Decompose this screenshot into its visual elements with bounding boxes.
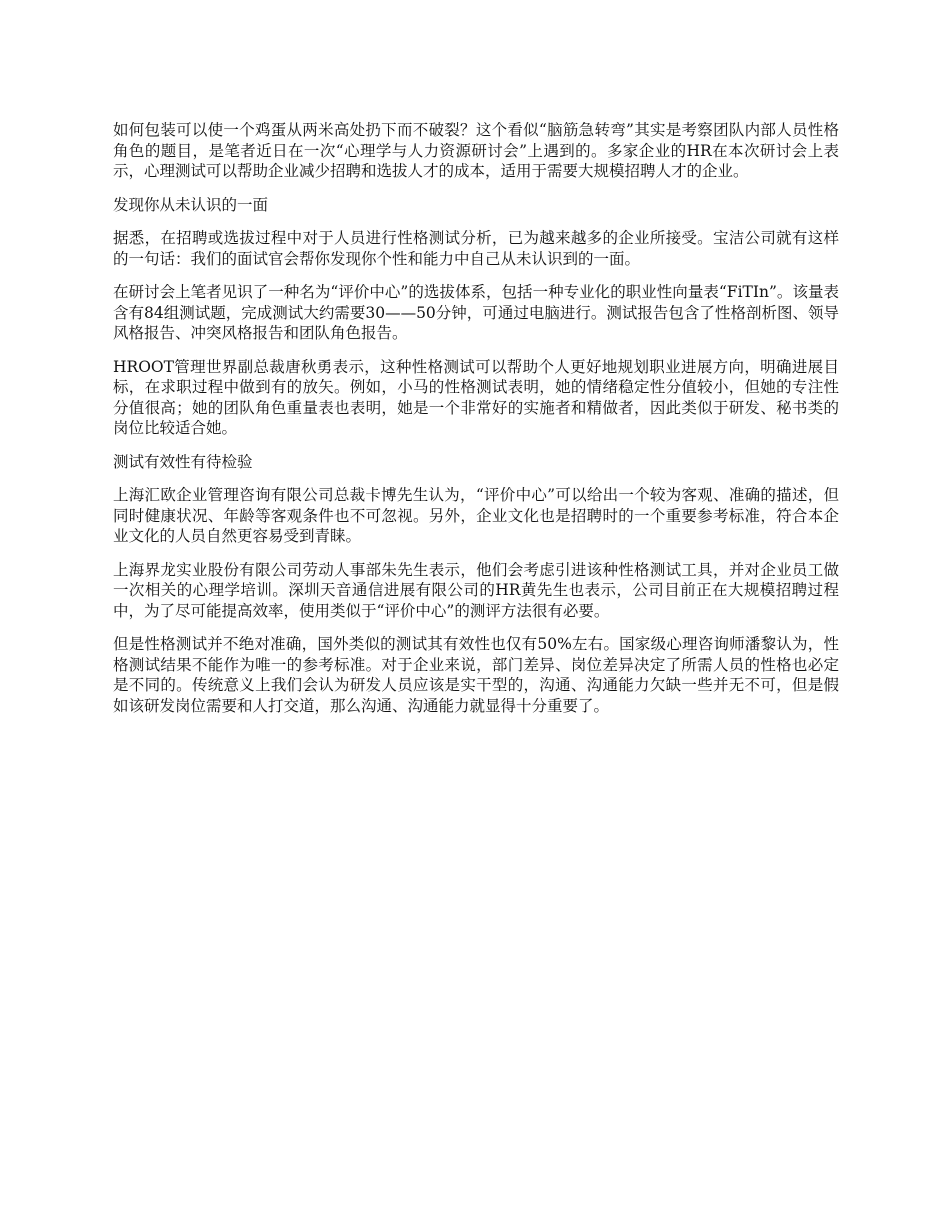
paragraph-jielong: 上海界龙实业股份有限公司劳动人事部朱先生表示，他们会考虑引进该种性格测试工具，并对企业员工做一次相关的心理学培训。深圳天音通信进展有限公司的HR黄先生也表示，公司目前正在大规模招聘过程中，为了尽可能提高效率，使用类似于“评价中心”的测评方法很有必要。 [113,560,839,620]
document-page [113,120,839,729]
paragraph-pg-quote: 据悉，在招聘或选拔过程中对于人员进行性格测试分析，已为越来越多的企业所接受。宝洁公司就有这样的一句话：我们的面试官会帮你发现你个性和能力中自己从未认识到的一面。 [113,229,839,268]
section-heading-validity: 测试有效性有待检验 [113,452,253,471]
paragraph-accuracy: 但是性格测试并不绝对准确，国外类似的测试其有效性也仅有50%左右。国家级心理咨询师潘黎认为，性格测试结果不能作为唯一的参考标准。对于企业来说，部门差异、岗位差异决定了所需人员的性格也必定是不同的。传统意义上我们会认为研发人员应该是实干型的，沟通、沟通能力欠缺一些并无不可，但是假如该研发岗位需要和人打交道，那么沟通、沟通能力就显得十分重要了。 [113,635,839,715]
section-heading-discover: 发现你从未认识的一面 [113,195,269,214]
paragraph-huiou: 上海汇欧企业管理咨询有限公司总裁卡博先生认为，“评价中心”可以给出一个较为客观、准确的描述，但同时健康状况、年龄等客观条件也不可忽视。另外，企业文化也是招聘时的一个重要参考标准，符合本企业文化的人员自然更容易受到青睐。 [113,486,839,545]
paragraph-hroot: HROOT管理世界副总裁唐秋勇表示，这种性格测试可以帮助个人更好地规划职业进展方向，明确进展目标，在求职过程中做到有的放矢。例如，小马的性格测试表明，她的情绪稳定性分值较小，但她的专注性分值很高；她的团队角色重量表也表明，她是一个非常好的实施者和精做者，因此类似于研发、秘书类的岗位比较适合她。 [113,357,839,437]
paragraph-intro: 如何包装可以使一个鸡蛋从两米高处扔下而不破裂？这个看似“脑筋急转弯”其实是考察团队内部人员性格角色的题目，是笔者近日在一次“心理学与人力资源研讨会”上遇到的。多家企业的HR在本次研讨会上表示，心理测试可以帮助企业减少招聘和选拔人才的成本，适用于需要大规模招聘人才的企业。 [113,121,839,180]
paragraph-assessment-center: 在研讨会上笔者见识了一种名为“评价中心”的选拔体系，包括一种专业化的职业性向量表“FiTIn”。该量表含有84组测试题，完成测试大约需要30——50分钟，可通过电脑进行。测试报告包含了性格剖析图、领导风格报告、冲突风格报告和团队角色报告。 [113,283,839,342]
